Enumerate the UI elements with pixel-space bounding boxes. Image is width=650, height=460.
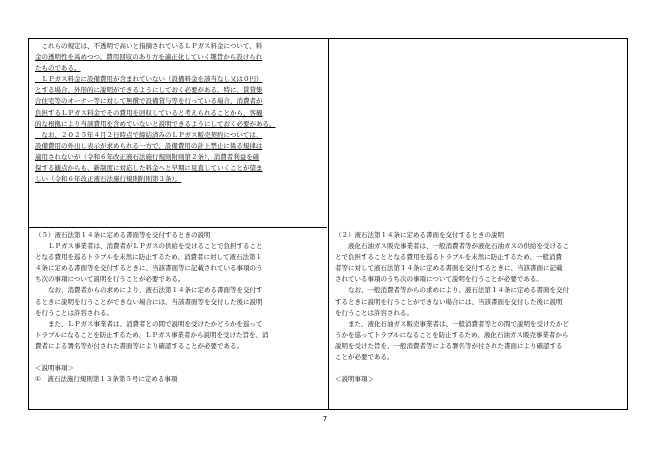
text-line: となる費用を巡るトラブルを未然に防止するため、消費者に対して液石法第１ <box>35 253 262 262</box>
text-line: 的な根拠により当該費用を含めていないと説明できるようにしておく必要がある。 <box>35 119 276 128</box>
text-line: これらの規定は、不透明で高いと指摘されているＬＰガス料金について、料 <box>35 42 263 50</box>
text-line: 金の透明性を高めつつ、費用回収のあり方を適正化していく趣旨から設けられ <box>35 53 263 62</box>
text-line: また、ＬＰガス事業者は、消費者との間で説明を受けたかどうかを巡って <box>35 319 263 328</box>
text-line <box>35 352 325 363</box>
text-line: とで負担することとなる費用を巡るトラブルを未然に防止するため、一般消費 <box>335 253 562 262</box>
text-line: ＬＰガス事業者は、消費者がＬＰガスの供給を受けることで負担すること <box>35 242 263 251</box>
column-divider <box>328 39 329 409</box>
row-divider <box>29 227 327 228</box>
text-line: されている事項のうち次の事項について説明を行うことが必要である。 <box>335 275 543 284</box>
text-line: ＜説明事項＞ <box>35 364 74 373</box>
right-bottom-cell <box>335 230 625 385</box>
text-line: 費者による署名等が付された書面等により確認することが必要である。 <box>35 341 243 350</box>
page-number: 7 <box>322 415 328 423</box>
text-line: トラブルになることを防止するため、ＬＰガス事業者から説明を受けた旨を、消 <box>35 330 269 339</box>
text-line: とする場合、外形的に説明ができるようにしておく必要がある。特に、賃貸集 <box>35 86 263 95</box>
text-line: 適用されないが（令和６年改正液石法施行規則附則第２条）、消費者利益を確 <box>35 152 260 161</box>
text-line <box>335 363 625 374</box>
text-line: を行うことは許容される。 <box>35 308 113 317</box>
text-line: 液化石油ガス販売事業者は、一般消費者等が液化石油ガスの供給を受けるこ <box>335 242 569 251</box>
text-line: なお、２０２５年４月２日時点で締結済みのＬＰガス販売契約については、 <box>35 130 263 139</box>
text-line: しい（令和６年改正液石法施行規則附則第３条）。 <box>35 175 182 184</box>
comparison-table <box>28 38 628 410</box>
text-line: たものである。 <box>35 64 81 73</box>
text-line: 者等に対して液石法第１４条に定める書面を交付するときに、当該書面に記載 <box>335 264 563 273</box>
text-line: ち次の事項について説明を行うことが必要である。 <box>35 275 185 284</box>
text-line: 負担するＬＰガス料金でその費用を回収していると考えられることから、客観 <box>35 108 263 117</box>
text-line: うかを巡ってトラブルになることを防止するため、液化石油ガス販売事業者から <box>335 330 569 339</box>
text-line: ① 液石法施行規則第１３条第５号に定める事項 <box>35 375 178 384</box>
left-bottom-cell <box>35 230 325 385</box>
text-line: 設備費用の外出し表示が求められる一方で、設備費用の計上禁止に係る規律は <box>35 141 263 150</box>
text-line: また、液化石油ガス販売事業者は、一般消費者等との間で説明を受けたかど <box>335 319 569 328</box>
text-line: ことが必要である。 <box>335 353 394 362</box>
text-line: （２）液石法第１４条に定める書面を交付するときの説明 <box>335 231 504 239</box>
text-line: を行うことは許容される。 <box>335 308 413 317</box>
text-line: ＜説明事項＞ <box>335 375 374 384</box>
text-line: るときに説明を行うことができない場合には、当該書面等を交付した後に説明 <box>35 297 263 306</box>
text-line: （５）液石法第１４条に定める書面等を交付するときの説明 <box>35 231 211 239</box>
text-line: するときに説明を行うことができない場合には、当該書面を交付した後に説明 <box>335 297 563 306</box>
text-line: 合住宅等のオーナー等に対して無償で設備貸与等を行っている場合、消費者が <box>35 97 263 106</box>
text-line: ＬＰガス料金に設備費用が含まれていない（設備料金を該当なし又は０円） <box>35 75 263 84</box>
text-line: なお、消費者からの求めにより、液石法第１４条に定める書面等を交付す <box>35 286 263 295</box>
left-top-cell <box>35 41 325 185</box>
text-line: なお、一般消費者等からの求めにより、液石法第１４条に定める書面を交付 <box>335 286 569 295</box>
text-line: 説明を受けた旨を、一般消費者等による署名等が付された書面により確認する <box>335 341 563 350</box>
text-line: ４条に定める書面等を交付するときに、当該書面等に記載されている事項のう <box>35 264 263 273</box>
text-line: 保する観点からも、新制度に対応した料金へと早期に見直していくことが望ま <box>35 164 263 173</box>
